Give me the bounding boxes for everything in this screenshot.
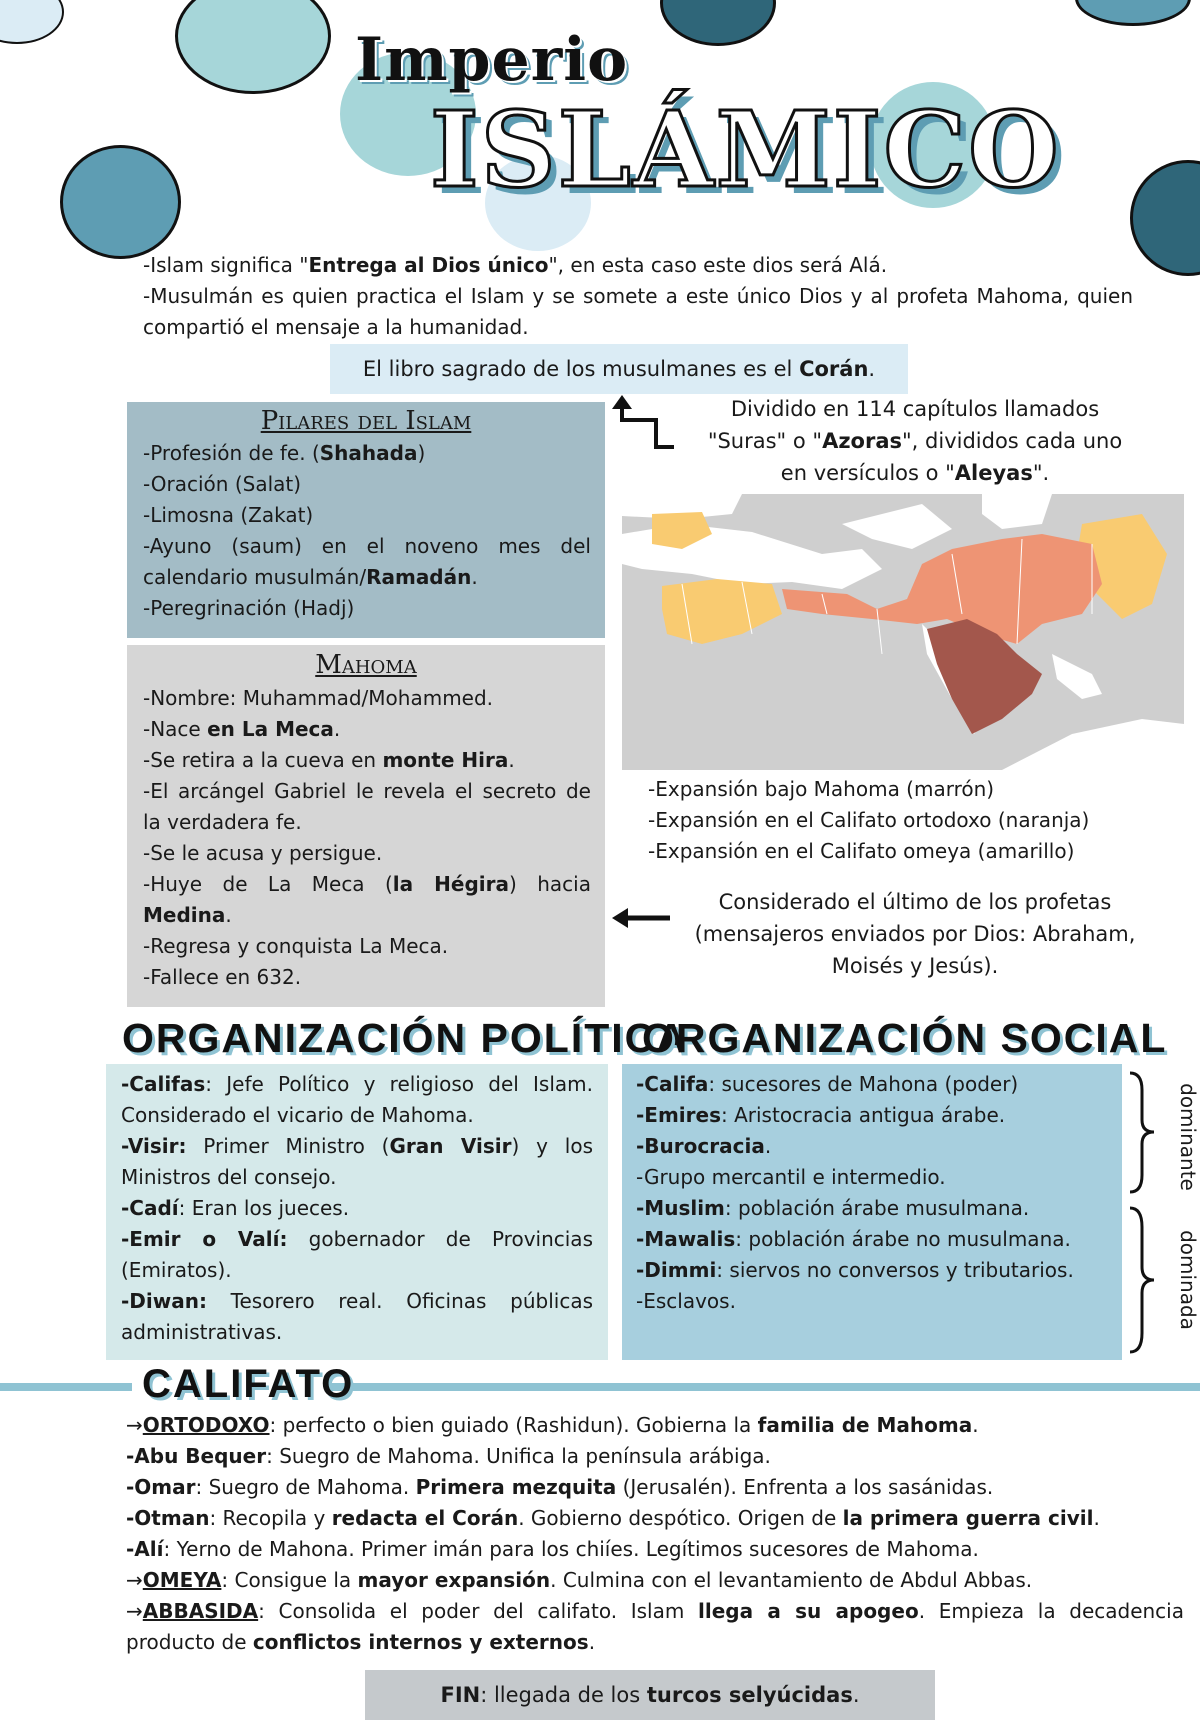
mahoma-item: -Fallece en 632.: [143, 965, 302, 989]
politica-item: -Califas: Jefe Político y religioso del Islam. Considerado el vicario de Mahoma.: [121, 1072, 593, 1127]
legend-item: -Expansión en el Califato omeya (amarillo): [648, 839, 1075, 863]
califato-bar-left: [0, 1383, 132, 1391]
politica-item: -Diwan: Tesorero real. Oficinas públicas administrativas.: [121, 1289, 593, 1344]
politica-item: -Visir: Primer Ministro (Gran Visir) y los Ministros del consejo.: [121, 1134, 593, 1189]
decor-circle: [1130, 160, 1200, 276]
social-list: [636, 1069, 1108, 1317]
califato-bar-right: [330, 1383, 1200, 1391]
social-item: -Dimmi: siervos no conversos y tributarios.: [636, 1258, 1074, 1282]
map-legend: [648, 774, 1089, 867]
legend-item: -Expansión en el Califato ortodoxo (naranja): [648, 808, 1090, 832]
pilar-item: -Profesión de fe. (Shahada): [143, 441, 426, 465]
brace-dominada-icon: [1126, 1205, 1156, 1355]
decor-circle: [1075, 0, 1191, 26]
mahoma-item: -El arcángel Gabriel le revela el secreto de la verdadera fe.: [143, 779, 591, 834]
califato-item: -Otman: Recopila y redacta el Corán. Gobierno despótico. Origen de la primera guerra civil.: [126, 1506, 1100, 1530]
arrow-left-icon: [612, 906, 672, 930]
politica-list: [121, 1069, 593, 1348]
expansion-map: [622, 494, 1184, 770]
profeta-note: Considerado el último de los profetas (mensajeros enviados por Dios: Abraham, Moisés y Jesús).: [694, 890, 1136, 978]
suras-note: Dividido en 114 capítulos llamados "Suras" o "Azoras", divididos cada uno en versículos o "Aleyas".: [707, 397, 1123, 485]
social-item: -Muslim: población árabe musulmana.: [636, 1196, 1030, 1220]
decor-circle: [660, 0, 776, 46]
califato-title: CALIFATO: [142, 1362, 355, 1406]
social-item: -Burocracia.: [636, 1134, 772, 1158]
mahoma-item: -Huye de La Meca (la Hégira) hacia Medina.: [143, 872, 591, 927]
califato-item: -Alí: Yerno de Mahona. Primer imán para los chiíes. Legítimos sucesores de Mahoma.: [126, 1537, 979, 1561]
label-dominante: dominante: [1176, 1083, 1200, 1191]
decor-circle: [175, 0, 331, 94]
politica-item: -Cadí: Eran los jueces.: [121, 1196, 350, 1220]
califato-item: →ABBASIDA: Consolida el poder del califato. Islam llega a su apogeo. Empieza la decadencia producto de conflictos internos y externos.: [126, 1599, 1184, 1654]
coran-box: El libro sagrado de los musulmanes es el Corán.: [330, 344, 908, 394]
mahoma-item: -Se le acusa y persigue.: [143, 841, 383, 865]
mahoma-item: -Regresa y conquista La Meca.: [143, 934, 449, 958]
title-big: ISLÁMICO: [430, 88, 1061, 211]
pilares-list: [143, 438, 591, 624]
title-small: Imperio: [355, 25, 629, 95]
mahoma-item: -Se retira a la cueva en monte Hira.: [143, 748, 515, 772]
califato-item: -Omar: Suegro de Mahoma. Primera mezquita (Jerusalén). Enfrenta a los sasánidas.: [126, 1475, 994, 1499]
califato-item: →OMEYA: Consigue la mayor expansión. Culmina con el levantamiento de Abdul Abbas.: [126, 1568, 1033, 1592]
social-item: -Emires: Aristocracia antigua árabe.: [636, 1103, 1006, 1127]
mahoma-item: -Nace en La Meca.: [143, 717, 341, 741]
mahoma-list: [143, 683, 591, 993]
intro-text: [143, 250, 1133, 343]
social-item: -Grupo mercantil e intermedio.: [636, 1165, 946, 1189]
legend-item: -Expansión bajo Mahoma (marrón): [648, 777, 995, 801]
pilar-item: -Peregrinación (Hadj): [143, 596, 355, 620]
pilar-item: -Ayuno (saum) en el noveno mes del calendario musulmán/Ramadán.: [143, 534, 591, 589]
pilar-item: -Oración (Salat): [143, 472, 302, 496]
pilar-item: -Limosna (Zakat): [143, 503, 314, 527]
politica-item: -Emir o Valí: gobernador de Provincias (Emiratos).: [121, 1227, 593, 1282]
califato-item: →ORTODOXO: perfecto o bien guiado (Rashidun). Gobierna la familia de Mahoma.: [126, 1413, 979, 1437]
social-item: -Mawalis: población árabe no musulmana.: [636, 1227, 1071, 1251]
califato-item: -Abu Bequer: Suegro de Mahoma. Unifica la península arábiga.: [126, 1444, 771, 1468]
social-title: ORGANIZACIÓN SOCIAL: [642, 1015, 1168, 1061]
pilares-title: Pilares del Islam: [260, 406, 472, 436]
social-item: -Esclavos.: [636, 1289, 736, 1313]
decor-circle: [60, 145, 181, 259]
intro-line-2: -Musulmán es quien practica el Islam y se somete a este único Dios y al profeta Mahoma, quien compartió el mensaje a la humanidad.: [143, 284, 1133, 339]
politica-title: ORGANIZACIÓN POLÍTICA: [122, 1015, 688, 1061]
califato-list: [126, 1410, 1184, 1658]
fin-box: FIN: llegada de los turcos selyúcidas.: [365, 1670, 935, 1720]
mahoma-title: Mahoma: [315, 650, 417, 680]
brace-dominante-icon: [1126, 1070, 1156, 1195]
label-dominada: dominada: [1176, 1230, 1200, 1330]
mahoma-item: -Nombre: Muhammad/Mohammed.: [143, 686, 494, 710]
decor-circle: [0, 0, 64, 44]
social-item: -Califa: sucesores de Mahona (poder): [636, 1072, 1019, 1096]
arrow-up-icon: [604, 395, 684, 455]
intro-line-1: -Islam significa "Entrega al Dios único", en esta caso este dios será Alá.: [143, 253, 888, 277]
